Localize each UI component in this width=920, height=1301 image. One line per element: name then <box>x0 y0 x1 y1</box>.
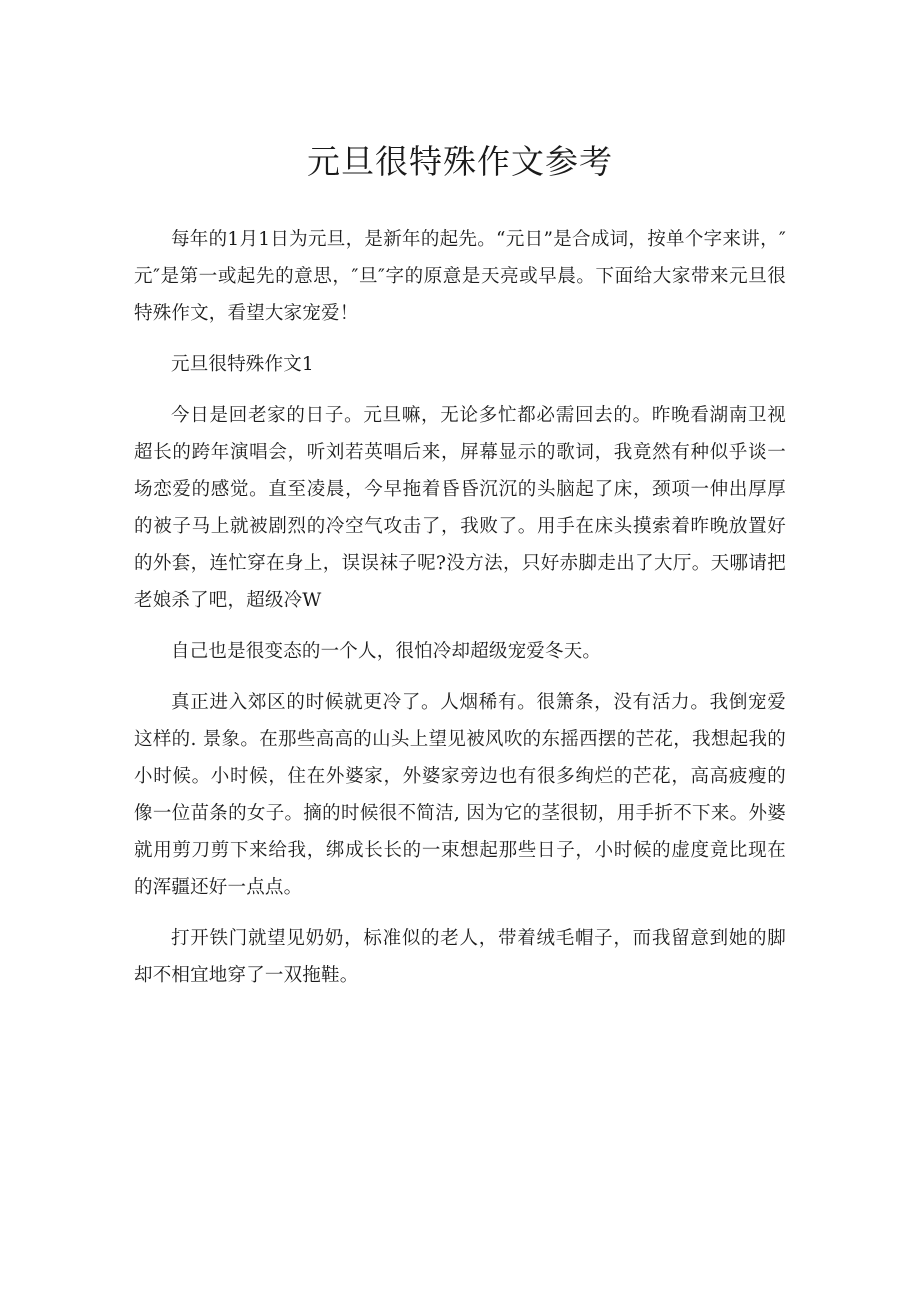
intro-paragraph: 每年的1月1日为元旦，是新年的起先。“元日”是合成词，按单个字来讲，″元″是第一或起先的意思，″旦″字的原意是天亮或早晨。下面给大家带来元旦很特殊作文，看望大家宠爱！ <box>134 229 786 324</box>
body-paragraph: 打开铁门就望见奶奶，标准似的老人，带着绒毛帽子，而我留意到她的脚却不相宜地穿了一双拖鞋。 <box>134 928 786 986</box>
body-paragraph: 自己也是很变态的一个人，很怕冷却超级宠爱冬天。 <box>171 641 602 662</box>
body-paragraph: 真正进入郊区的时候就更冷了。人烟稀有。很箫条，没有活力。我倒宠爱这样的. 景象。在那些高高的山头上望见被风吹的东摇西摆的芒花，我想起我的小时候。小时候，住在外婆家，外婆家旁边也有很多绚烂的芒花，高高疲瘦的像一位苗条的女子。摘的时候很不简洁, 因为它的茎很韧，用手折不下来。外婆就用剪刀剪下来给我，绑成长长的一束想起那些日子，小时候的虚度竟比现在的浑疆还好一点点。 <box>134 692 786 898</box>
document-title: 元旦很特殊作文参考 <box>307 142 613 181</box>
section-heading: 元旦很特殊作文1 <box>171 354 314 375</box>
document-body <box>134 221 786 1008</box>
body-paragraph: 今日是回老家的日子。元旦嘛，无论多忙都必需回去的。昨晚看湖南卫视超长的跨年演唱会，听刘若英唱后来，屏幕显示的歌词，我竟然有种似乎谈一场恋爱的感觉。直至凌晨，今早拖着昏昏沉沉的头脑起了床，颈项一伸出厚厚的被子马上就被剧烈的冷空气攻击了，我败了。用手在床头摸索着昨晚放置好的外套，连忙穿在身上，误误袜子呢?没方法，只好赤脚走出了大厅。天哪请把老娘杀了吧，超级冷W <box>134 405 786 611</box>
